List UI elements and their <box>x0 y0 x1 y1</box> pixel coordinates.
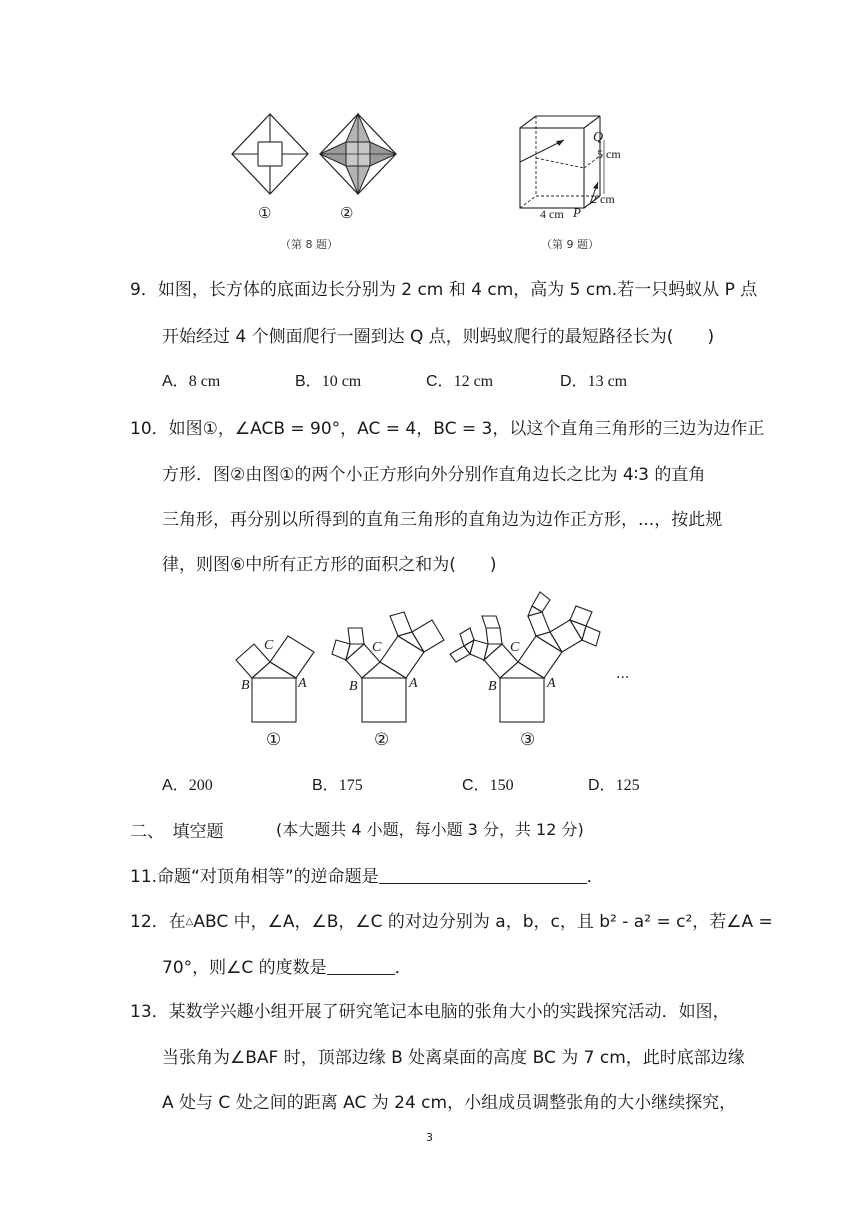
q10-line-3: 三角形，再分别以所得到的直角三角形的直角边为边作正方形，...，按此规 <box>162 510 723 530</box>
figure-10-diagram-2 <box>328 598 448 726</box>
q13-line-1: 13．某数学兴趣小组开展了研究笔记本电脑的张角大小的实践探究活动．如图， <box>130 1002 730 1022</box>
label-q: Q <box>593 130 604 145</box>
q9-option-d[interactable]: D．13 cm <box>560 373 628 390</box>
q12-answer-blank[interactable] <box>327 958 395 975</box>
fig10-2-label-c: C <box>372 640 382 655</box>
q10-line-1: 10．如图①，∠ACB = 90°，AC = 4，BC = 3，以这个直角三角形的三边为边作正 <box>130 419 765 439</box>
section-2-note: (本大题共 4 小题，每小题 3 分，共 12 分) <box>276 820 584 839</box>
fig10-3-label-a: A <box>547 676 556 691</box>
fig10-1-label-c: C <box>264 638 274 653</box>
q10-option-d[interactable]: D．125 <box>588 777 640 794</box>
q10-line-2: 方形．图②由图①的两个小正方形向外分别作直角边长之比为 4∶3 的直角 <box>162 465 706 485</box>
fig10-1-label-b: B <box>241 678 250 693</box>
fig10-num-3: ③ <box>520 730 536 749</box>
dim-width: 4 cm <box>540 207 564 221</box>
section-2-heading: 二、 填空题 <box>130 822 224 842</box>
fig10-3-label-c: C <box>510 640 520 655</box>
fig10-num-1: ① <box>266 730 282 749</box>
q9-option-b[interactable]: B．10 cm <box>295 373 362 390</box>
q10-option-c[interactable]: C．150 <box>462 777 514 794</box>
q9-option-c[interactable]: C．12 cm <box>426 373 494 390</box>
q12-line-1: 12．在△ABC 中，∠A，∠B，∠C 的对边分别为 a，b，c，且 b² - a² = c²，若∠A = <box>130 912 773 932</box>
figure-8-diagram-2 <box>318 112 398 198</box>
figure-9-cuboid-diagram <box>512 110 652 222</box>
q10-option-a[interactable]: A．200 <box>162 777 213 794</box>
fig10-2-label-b: B <box>349 679 358 694</box>
dim-height: 5 cm <box>597 147 621 161</box>
dim-depth: 2 cm <box>591 192 615 206</box>
q12-line-2: 70°，则∠C 的度数是 ． <box>162 958 412 978</box>
fig10-2-label-a: A <box>409 676 418 691</box>
figure-8-label-1: ① <box>258 206 272 222</box>
q10-option-b[interactable]: B．175 <box>312 777 363 794</box>
fig10-ellipsis: ··· <box>616 670 630 686</box>
figure-8-caption: （第 8 题） <box>280 238 338 251</box>
q9-line-1: 9．如图，长方体的底面边长分别为 2 cm 和 4 cm，高为 5 cm.若一只蚂蚁从 P 点 <box>130 280 758 300</box>
q13-line-3: A 处与 C 处之间的距离 AC 为 24 cm，小组成员调整张角的大小继续探究， <box>162 1093 737 1113</box>
q13-line-2: 当张角为∠BAF 时，顶部边缘 B 处离桌面的高度 BC 为 7 cm，此时底部边缘 <box>162 1048 745 1068</box>
figure-8-diagram-1 <box>230 112 310 198</box>
label-p: P <box>573 205 581 220</box>
page-number: 3 <box>426 1131 433 1144</box>
q11-answer-blank[interactable] <box>379 867 587 884</box>
q9-option-a[interactable]: A．8 cm <box>162 373 221 390</box>
fig10-num-2: ② <box>374 730 390 749</box>
q9-line-2: 开始经过 4 个侧面爬行一圈到达 Q 点，则蚂蚁爬行的最短路径长为( ) <box>162 327 715 347</box>
figure-10-diagram-3 <box>446 586 616 726</box>
q11-text: 11.命题“对顶角相等”的逆命题是 ． <box>130 867 604 887</box>
fig10-3-label-b: B <box>488 679 497 694</box>
figure-9-caption: （第 9 题） <box>541 238 599 251</box>
q10-line-4: 律，则图⑥中所有正方形的面积之和为( ) <box>162 555 497 575</box>
figure-8-label-2: ② <box>340 206 354 222</box>
fig10-1-label-a: A <box>298 676 307 691</box>
